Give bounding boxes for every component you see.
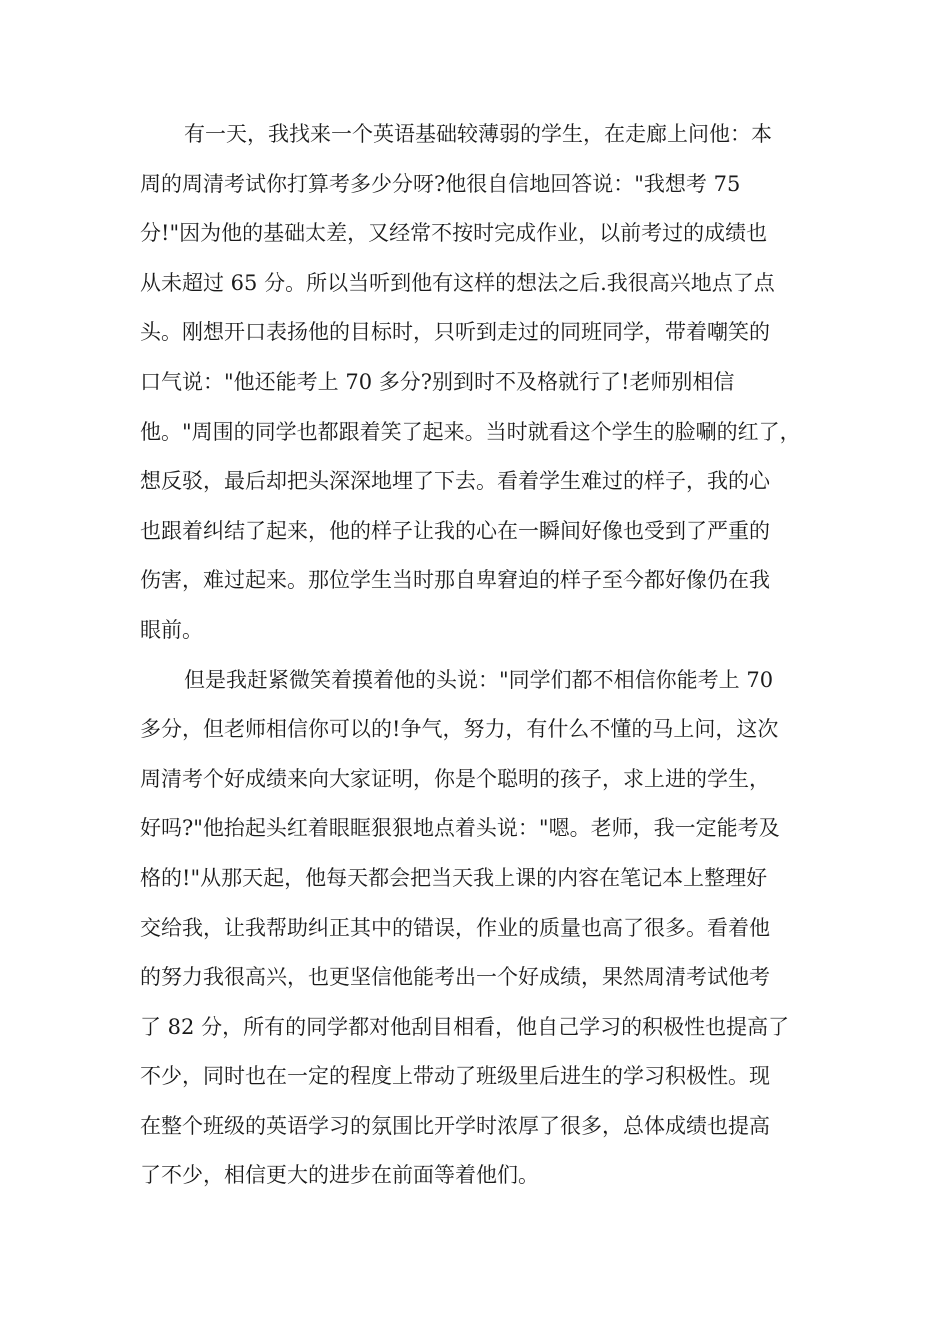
paragraph-line: 周的周清考试你打算考多少分呀?他很自信地回答说："我想考 75 xyxy=(140,171,741,196)
paragraph-line: 交给我，让我帮助纠正其中的错误，作业的质量也高了很多。看着他 xyxy=(140,915,770,940)
paragraph-line: 在整个班级的英语学习的氛围比开学时浓厚了很多，总体成绩也提高 xyxy=(140,1113,770,1138)
paragraph-line: 周清考个好成绩来向大家证明，你是个聪明的孩子，求上进的学生， xyxy=(140,766,770,791)
paragraph-line: 伤害，难过起来。那位学生当时那自卑窘迫的样子至今都好像仍在我 xyxy=(140,568,770,593)
document-body xyxy=(140,110,840,1201)
paragraph-line: 不少，同时也在一定的程度上带动了班级里后进生的学习积极性。现 xyxy=(140,1064,770,1089)
paragraph-line: 了不少，相信更大的进步在前面等着他们。 xyxy=(140,1163,539,1188)
paragraph-line: 有一天，我找来一个英语基础较薄弱的学生，在走廊上问他：本 xyxy=(184,122,772,146)
paragraph-line: 好吗?"他抬起头红着眼眶狠狠地点着头说："嗯。老师，我一定能考及 xyxy=(140,816,780,841)
paragraph-line: 分!"因为他的基础太差，又经常不按时完成作业，以前考过的成绩也 xyxy=(140,221,768,246)
paragraph-line: 格的!"从那天起，他每天都会把当天我上课的内容在笔记本上整理好 xyxy=(140,865,768,890)
paragraph-line: 眼前。 xyxy=(140,617,203,642)
paragraph-line: 多分，但老师相信你可以的!争气，努力，有什么不懂的马上问，这次 xyxy=(140,717,779,742)
paragraph-2 xyxy=(140,656,840,1202)
paragraph-line: 想反驳，最后却把头深深地埋了下去。看着学生难过的样子，我的心 xyxy=(140,469,770,494)
paragraph-line: 从未超过 65 分。所以当听到他有这样的想法之后.我很高兴地点了点 xyxy=(140,270,775,295)
paragraph-line: 但是我赶紧微笑着摸着他的头说："同学们都不相信你能考上 70 xyxy=(184,667,774,692)
paragraph-line: 他。"周围的同学也都跟着笑了起来。当时就看这个学生的脸唰的红了， xyxy=(140,419,801,444)
paragraph-line: 口气说："他还能考上 70 多分?别到时不及格就行了!老师别相信 xyxy=(140,369,735,394)
paragraph-1 xyxy=(140,110,840,656)
paragraph-line: 头。刚想开口表扬他的目标时，只听到走过的同班同学，带着嘲笑的 xyxy=(140,320,770,345)
paragraph-line: 了 82 分，所有的同学都对他刮目相看，他自己学习的积极性也提高了 xyxy=(140,1014,790,1039)
paragraph-line: 也跟着纠结了起来，他的样子让我的心在一瞬间好像也受到了严重的 xyxy=(140,518,770,543)
paragraph-line: 的努力我很高兴，也更坚信他能考出一个好成绩，果然周清考试他考 xyxy=(140,965,770,990)
